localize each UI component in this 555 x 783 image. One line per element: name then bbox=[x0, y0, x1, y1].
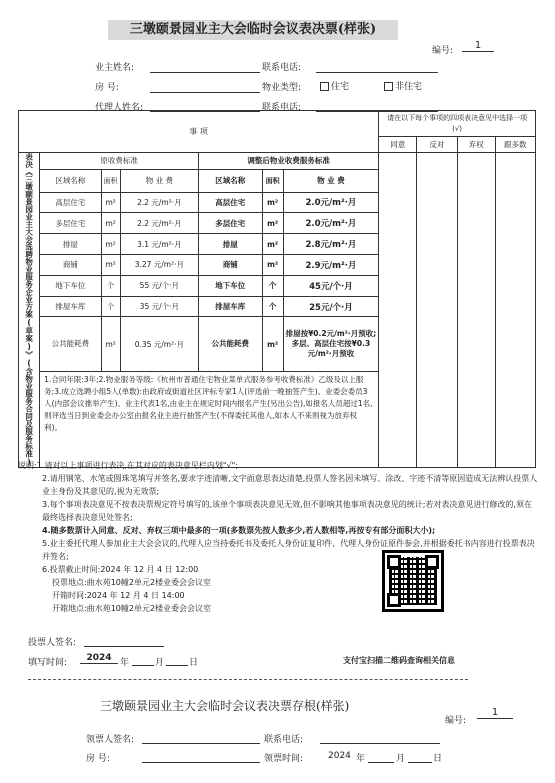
stub-number-label: 编号: bbox=[445, 716, 467, 726]
non-residential-checkbox[interactable] bbox=[384, 82, 393, 91]
stub-title: 三墩颐景园业主大会临时会议表决票存根(样张) bbox=[100, 699, 350, 713]
fee-row-unit: m² bbox=[101, 213, 120, 234]
agent-name-label: 代理人姓名: bbox=[95, 103, 144, 113]
note-5: 5.业主委托代理人参加业主大会会议的,代理人应当持委托书及委托人身份证复印件、代理人身份证原件参会,并根据委托书内容进行投票表决并签名; bbox=[42, 539, 535, 561]
residential-option[interactable] bbox=[318, 79, 349, 92]
fill-year: 2024 bbox=[80, 653, 118, 664]
orig-fee-title: 原收费标准 bbox=[40, 153, 199, 170]
fee-row-unit: 个 bbox=[101, 275, 120, 296]
qr-finder-tl bbox=[387, 555, 401, 569]
year-unit: 年 bbox=[120, 658, 130, 668]
phone-label: 联系电话: bbox=[262, 63, 302, 73]
fee-row-orig: 35 元/个·月 bbox=[120, 296, 198, 317]
fee-row-orig: 2.2 元/m²·月 bbox=[120, 192, 198, 213]
fee-row-new-unit: m² bbox=[262, 317, 283, 371]
stub-phone-label: 联系电话: bbox=[264, 735, 304, 745]
fee-row-new-area: 公共能耗费 bbox=[199, 317, 263, 371]
notes-block bbox=[18, 459, 538, 615]
qr-caption: 支付宝扫描二维码查询相关信息 bbox=[343, 656, 455, 665]
vote-agree-cell[interactable] bbox=[379, 153, 417, 468]
vote-majority-cell[interactable] bbox=[495, 153, 535, 468]
fee-row-new-unit: m² bbox=[262, 192, 283, 213]
note-2: 2.请用钢笔、水笔或圆珠笔填写并签名,要求字迹清晰,文字面意思表达清楚,投票人签名因未填写、涂改、字迹不清等原因造成无法辨认投票人业主身份及其意见的,视为无效票; bbox=[42, 474, 538, 496]
number-label: 编号: bbox=[432, 46, 454, 56]
fee-row-new-unit: m² bbox=[262, 255, 283, 276]
open-time: 开箱时间:2024 年 12 月 4 日 14:00 bbox=[52, 591, 185, 600]
stub-room-field[interactable] bbox=[142, 750, 260, 763]
new-unit-header: 面积 bbox=[262, 169, 283, 192]
phone-field[interactable] bbox=[316, 60, 438, 73]
voter-sign-field[interactable] bbox=[84, 634, 164, 647]
day-unit: 日 bbox=[189, 658, 199, 668]
fee-row-new-area: 高层住宅 bbox=[199, 192, 263, 213]
matter-side-label: 表决《三墩颐景园业主大会选聘物业服务企业方案(草案)》(含物业服务合同及服务标准) bbox=[19, 153, 40, 468]
fee-row-new-fee: 2.8元/m²·月 bbox=[283, 234, 378, 255]
opinion-oppose-header: 反对 bbox=[417, 137, 457, 153]
stub-year-unit: 年 bbox=[356, 754, 366, 764]
qr-finder-bl bbox=[387, 593, 401, 607]
non-residential-option[interactable] bbox=[382, 79, 422, 92]
fee-row-orig: 55 元/个·月 bbox=[120, 275, 198, 296]
fee-row-area: 高层住宅 bbox=[40, 192, 101, 213]
fee-row-new-area: 商铺 bbox=[199, 255, 263, 276]
stub-receive-time-label: 领票时间: bbox=[264, 754, 304, 764]
stub-day-unit: 日 bbox=[433, 754, 443, 764]
property-type-label: 物业类型: bbox=[262, 83, 302, 93]
fee-row-new-fee: 2.9元/m²·月 bbox=[283, 255, 378, 276]
fee-row-new-unit: m² bbox=[262, 234, 283, 255]
stub-phone-field[interactable] bbox=[320, 731, 440, 744]
residential-text: 住宅 bbox=[331, 82, 350, 92]
orig-fee-header: 物 业 费 bbox=[120, 169, 198, 192]
open-place: 开箱地点:曲水苑10幢2单元2楼业委会会议室 bbox=[52, 604, 212, 613]
agent-phone-label: 联系电话: bbox=[262, 103, 302, 113]
fee-row-new-fee: 排屋按¥0.2元/m²·月预收;多层、高层住宅按¥0.3元/m²·月预收 bbox=[283, 317, 378, 371]
stub-receiver-field[interactable] bbox=[142, 731, 260, 744]
fee-row-unit: m² bbox=[101, 317, 120, 371]
owner-name-label: 业主姓名: bbox=[95, 63, 135, 73]
fee-row-new-fee: 25元/个·月 bbox=[283, 296, 378, 317]
non-residential-text: 非住宅 bbox=[395, 82, 423, 92]
fee-row-new-fee: 2.0元/m²·月 bbox=[283, 213, 378, 234]
fee-row-area: 商铺 bbox=[40, 255, 101, 276]
fee-row-area: 公共能耗费 bbox=[40, 317, 101, 371]
stub-month-field[interactable] bbox=[368, 750, 394, 763]
stub-receiver-label: 领票人签名: bbox=[86, 735, 135, 745]
fee-row-new-unit: 个 bbox=[262, 296, 283, 317]
cut-line bbox=[28, 679, 468, 680]
fee-row-orig: 2.2 元/m²·月 bbox=[120, 213, 198, 234]
opinion-majority-header: 跟多数 bbox=[495, 137, 535, 153]
fee-row-area: 排屋 bbox=[40, 234, 101, 255]
note-1: 说明:1.请对以上事项进行表决,在其对应的表决意见栏内划"√"; bbox=[18, 461, 239, 470]
fee-row-orig: 0.35 元/m²·月 bbox=[120, 317, 198, 371]
fee-row-new-unit: m² bbox=[262, 213, 283, 234]
fee-row-new-area: 排屋车库 bbox=[199, 296, 263, 317]
fill-month-field[interactable] bbox=[132, 653, 154, 666]
orig-area-header: 区域名称 bbox=[40, 169, 101, 192]
fee-row-unit: 个 bbox=[101, 296, 120, 317]
fee-row-new-fee: 45元/个·月 bbox=[283, 275, 378, 296]
fill-day-field[interactable] bbox=[166, 653, 188, 666]
note-4: 4.随多数票计入同意、反对、弃权三项中最多的一项(多数票先按人数多少,若人数相等,再按专有部分面积大小); bbox=[42, 526, 436, 535]
page-title: 三墩颐景园业主大会临时会议表决票(样张) bbox=[108, 20, 398, 40]
fill-time-label: 填写时间: bbox=[28, 658, 68, 668]
fee-row-area: 排屋车库 bbox=[40, 296, 101, 317]
number-value: 1 bbox=[462, 40, 494, 52]
opinion-agree-header: 同意 bbox=[379, 137, 417, 153]
fee-row-area: 地下车位 bbox=[40, 275, 101, 296]
stub-number-value: 1 bbox=[477, 707, 513, 719]
fee-row-unit: m² bbox=[101, 234, 120, 255]
matter-header: 事 项 bbox=[19, 111, 379, 153]
stub-year: 2024 bbox=[328, 751, 351, 761]
fee-row-new-area: 地下车位 bbox=[199, 275, 263, 296]
fee-row-unit: m² bbox=[101, 192, 120, 213]
fee-row-orig: 3.1 元/m²·月 bbox=[120, 234, 198, 255]
note-6: 6.投票截止时间:2024 年 12 月 4 日 12:00 bbox=[42, 565, 199, 574]
fee-row-orig: 3.27 元/m²·月 bbox=[120, 255, 198, 276]
fee-row-unit: m² bbox=[101, 255, 120, 276]
voter-sign-label: 投票人签名: bbox=[28, 638, 77, 648]
vote-table bbox=[18, 110, 536, 468]
new-fee-header: 物 业 费 bbox=[283, 169, 378, 192]
fee-row-area: 多层住宅 bbox=[40, 213, 101, 234]
contract-text: 1.合同年限:3年;2.物业服务等级:《杭州市普通住宅物业菜单式服务参考收费标准》乙级及以上服务;3.成立选聘小组5人(单数):由政府或街道社区评标专家1人(评选前一晚抽签产生)、业委会委员3人(内部会议推举产生)、业主代表1名,由业主在规定时间内报名产生(另出公告),如报名人员超过1名,则评选当日到业委会办公室由报名业主进行抽签产生(不得委托其他人,如本人不来则视为放弃权利)。 bbox=[40, 371, 379, 467]
instruction-header: 请在以下每个事项的四项表决意见中选择一项(√) bbox=[379, 111, 536, 137]
qr-code[interactable] bbox=[382, 550, 444, 612]
orig-unit-header: 面积 bbox=[101, 169, 120, 192]
new-area-header: 区域名称 bbox=[199, 169, 263, 192]
room-field[interactable] bbox=[150, 80, 260, 93]
vote-abstain-cell[interactable] bbox=[457, 153, 495, 468]
fee-row-new-fee: 2.0元/m²·月 bbox=[283, 192, 378, 213]
month-unit: 月 bbox=[155, 658, 165, 668]
qr-finder-tr bbox=[425, 555, 439, 569]
fee-row-new-unit: 个 bbox=[262, 275, 283, 296]
vote-place: 投票地点:曲水苑10幢2单元2楼业委会会议室 bbox=[52, 578, 212, 587]
stub-room-label: 房 号: bbox=[86, 754, 110, 764]
fee-row-new-area: 多层住宅 bbox=[199, 213, 263, 234]
stub-month-unit: 月 bbox=[396, 754, 406, 764]
fee-row-new-area: 排屋 bbox=[199, 234, 263, 255]
opinion-abstain-header: 弃权 bbox=[457, 137, 495, 153]
vote-oppose-cell[interactable] bbox=[417, 153, 457, 468]
note-3: 3.每个事项表决意见不按表决票规定符号填写的,该单个事项表决意见无效,但不影响其他事项表决意见的统计;若对表决意见进行修改的,须在最终选择表决意见处签名; bbox=[42, 500, 532, 522]
residential-checkbox[interactable] bbox=[320, 82, 329, 91]
owner-name-field[interactable] bbox=[150, 60, 260, 73]
new-fee-title: 调整后物业收费服务标准 bbox=[199, 153, 379, 170]
room-label: 房 号: bbox=[95, 83, 119, 93]
stub-day-field[interactable] bbox=[408, 750, 432, 763]
